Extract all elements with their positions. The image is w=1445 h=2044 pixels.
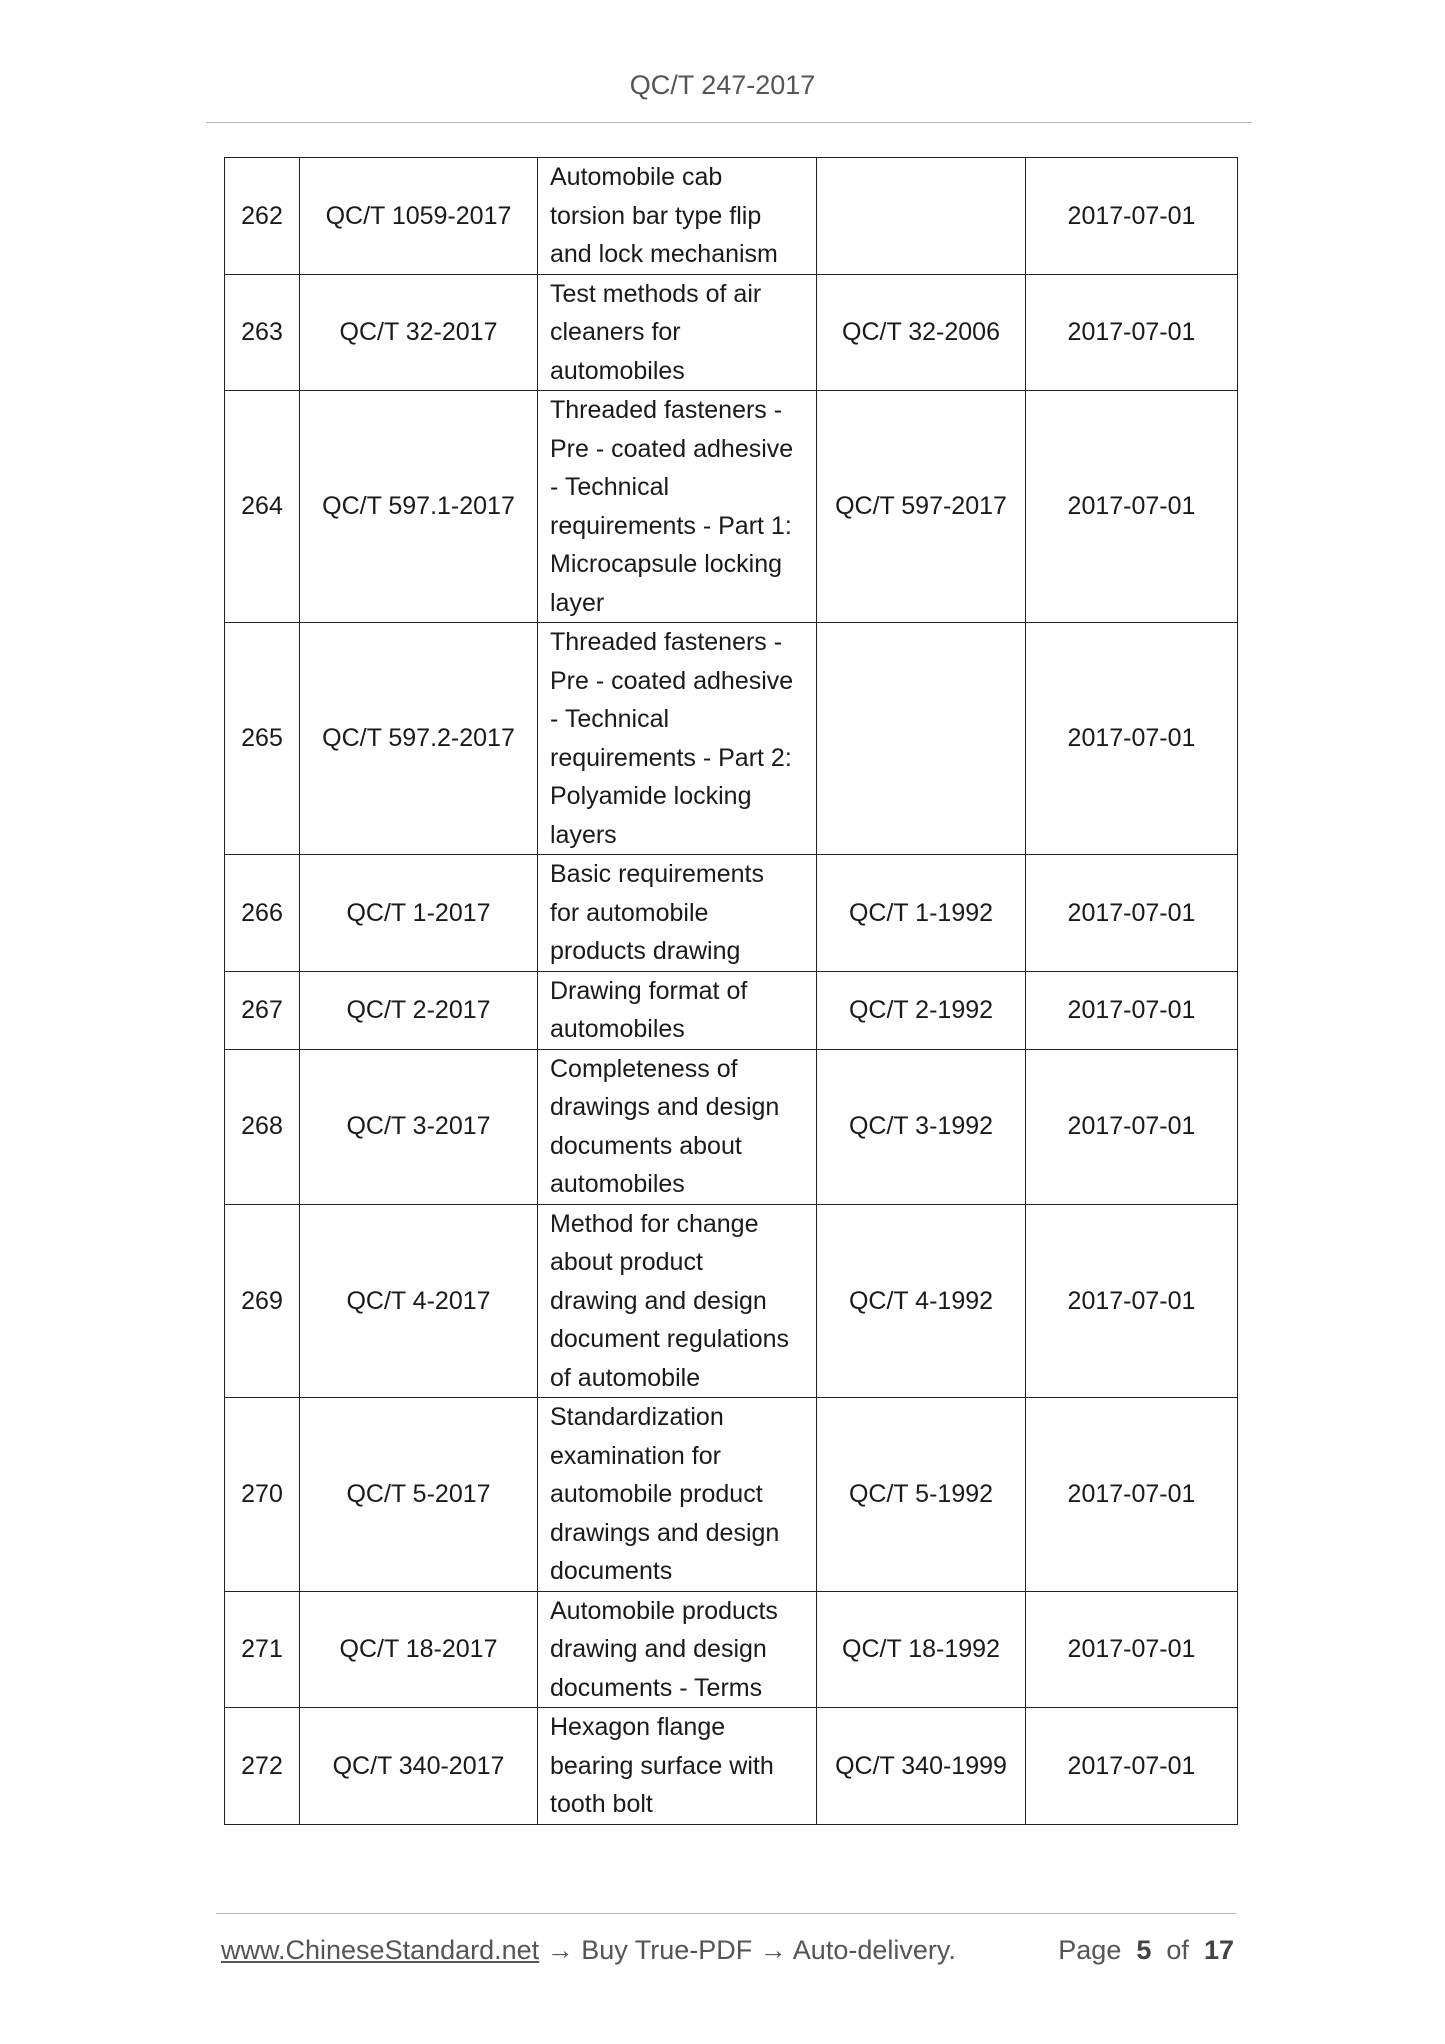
replaced-standard [817, 158, 1026, 275]
standard-name-line: and lock mechanism [550, 240, 778, 268]
standard-name-line: for automobile [550, 898, 709, 927]
table-row [225, 623, 1238, 855]
standard-number: QC/T 340-2017 [300, 1708, 538, 1825]
standard-name-line: - Technical [550, 473, 670, 501]
buy-text: Buy True-PDF [581, 1935, 753, 1965]
standard-name-line: about product [550, 1248, 703, 1276]
footer-promo [221, 1932, 956, 1968]
replaced-standard [817, 623, 1026, 855]
standard-name [538, 158, 817, 275]
standard-name-line: Standardization [550, 1403, 724, 1431]
standard-name-line: document regulations [550, 1325, 790, 1353]
implementation-date: 2017-07-01 [1026, 855, 1238, 972]
replaced-standard: QC/T 2-1992 [817, 971, 1026, 1049]
standard-name-line: automobile product [550, 1480, 763, 1508]
page-label: Page [1058, 1935, 1122, 1965]
implementation-date: 2017-07-01 [1026, 1591, 1238, 1708]
replaced-standard: QC/T 32-2006 [817, 274, 1026, 391]
table-row [225, 971, 1238, 1049]
replaced-standard: QC/T 1-1992 [817, 855, 1026, 972]
standard-number: QC/T 32-2017 [300, 274, 538, 391]
standard-name [538, 971, 817, 1049]
standard-name [538, 274, 817, 391]
row-number: 270 [225, 1398, 300, 1592]
standard-name [538, 1398, 817, 1592]
standard-name-line: Threaded fasteners - [550, 396, 783, 424]
standard-number: QC/T 1-2017 [300, 855, 538, 972]
implementation-date: 2017-07-01 [1026, 1708, 1238, 1825]
standard-name [538, 391, 817, 623]
implementation-date: 2017-07-01 [1026, 1398, 1238, 1592]
standard-name-line: drawings and design [550, 1093, 780, 1121]
table-row [225, 1591, 1238, 1708]
standard-name-line: of automobile [550, 1363, 701, 1392]
table-row [225, 1708, 1238, 1825]
standard-name-line: products drawing [550, 937, 741, 965]
row-number: 267 [225, 971, 300, 1049]
table-row [225, 855, 1238, 972]
standard-name-line: Automobile cab [550, 163, 723, 191]
standard-number: QC/T 4-2017 [300, 1204, 538, 1398]
standard-name-line: automobiles [550, 1015, 685, 1043]
row-number: 271 [225, 1591, 300, 1708]
standard-name-line: Test methods of air [550, 279, 762, 308]
implementation-date: 2017-07-01 [1026, 274, 1238, 391]
standard-name-line: requirements - Part 2: [550, 743, 792, 772]
table-row [225, 1049, 1238, 1204]
standards-table-body [225, 158, 1238, 1825]
standard-name-line: Basic requirements [550, 860, 764, 888]
table-row [225, 1398, 1238, 1592]
standard-name [538, 623, 817, 855]
page-indicator [1058, 1932, 1234, 1968]
standard-name-line: automobiles [550, 356, 685, 385]
standard-name-line: torsion bar type flip [550, 201, 762, 230]
table-row [225, 274, 1238, 391]
replaced-standard: QC/T 4-1992 [817, 1204, 1026, 1398]
standard-number: QC/T 18-2017 [300, 1591, 538, 1708]
standard-name-line: drawings and design [550, 1518, 780, 1547]
header-divider [206, 122, 1252, 123]
standard-name-line: layer [550, 588, 605, 617]
standard-number: QC/T 2-2017 [300, 971, 538, 1049]
standard-number: QC/T 597.2-2017 [300, 623, 538, 855]
row-number: 269 [225, 1204, 300, 1398]
standard-name-line: Completeness of [550, 1054, 738, 1083]
standard-name-line: layers [550, 820, 617, 849]
standard-name [538, 1708, 817, 1825]
page-total: 17 [1203, 1935, 1234, 1965]
standard-name-line: - Technical [550, 705, 670, 733]
page-of-label: of [1166, 1935, 1189, 1965]
standard-name-line: Method for change [550, 1209, 759, 1238]
page-footer [221, 1932, 1234, 1968]
standard-name-line: bearing surface with [550, 1751, 774, 1780]
row-number: 268 [225, 1049, 300, 1204]
row-number: 266 [225, 855, 300, 972]
row-number: 264 [225, 391, 300, 623]
standard-name-line: Microcapsule locking [550, 550, 783, 578]
standard-name-line: drawing and design [550, 1635, 767, 1663]
replaced-standard: QC/T 18-1992 [817, 1591, 1026, 1708]
standard-name [538, 1204, 817, 1398]
replaced-standard: QC/T 340-1999 [817, 1708, 1026, 1825]
implementation-date: 2017-07-01 [1026, 623, 1238, 855]
standard-name-line: Pre - coated adhesive [550, 434, 794, 463]
arrow-right-icon: → [546, 1935, 574, 1965]
delivery-text: Auto-delivery. [792, 1935, 956, 1965]
replaced-standard: QC/T 3-1992 [817, 1049, 1026, 1204]
standard-name-line: Drawing format of [550, 976, 748, 1005]
standard-name-line: documents [550, 1557, 673, 1585]
standard-name-line: Pre - coated adhesive [550, 666, 794, 695]
replaced-standard: QC/T 5-1992 [817, 1398, 1026, 1592]
standard-name-line: requirements - Part 1: [550, 511, 792, 540]
implementation-date: 2017-07-01 [1026, 158, 1238, 275]
arrow-right-icon: → [759, 1935, 787, 1965]
standard-number: QC/T 1059-2017 [300, 158, 538, 275]
row-number: 262 [225, 158, 300, 275]
standard-name-line: examination for [550, 1441, 721, 1470]
implementation-date: 2017-07-01 [1026, 1049, 1238, 1204]
standard-name [538, 855, 817, 972]
page-header-title: QC/T 247-2017 [629, 70, 816, 100]
table-row [225, 158, 1238, 275]
standard-number: QC/T 597.1-2017 [300, 391, 538, 623]
standard-name [538, 1591, 817, 1708]
row-number: 272 [225, 1708, 300, 1825]
standard-name-line: documents - Terms [550, 1673, 763, 1702]
footer-divider [216, 1913, 1236, 1914]
table-row [225, 391, 1238, 623]
standard-name-line: documents about [550, 1131, 742, 1160]
row-number: 265 [225, 623, 300, 855]
table-row [225, 1204, 1238, 1398]
standard-name-line: tooth bolt [550, 1790, 653, 1818]
implementation-date: 2017-07-01 [1026, 391, 1238, 623]
website-link[interactable]: www.ChineseStandard.net [221, 1935, 540, 1965]
implementation-date: 2017-07-01 [1026, 1204, 1238, 1398]
standard-name-line: drawing and design [550, 1286, 767, 1315]
standards-table [224, 157, 1238, 1825]
implementation-date: 2017-07-01 [1026, 971, 1238, 1049]
row-number: 263 [225, 274, 300, 391]
standard-name-line: Threaded fasteners - [550, 628, 783, 656]
standard-name [538, 1049, 817, 1204]
standard-name-line: cleaners for [550, 318, 681, 346]
standard-name-line: automobiles [550, 1170, 685, 1198]
standard-number: QC/T 3-2017 [300, 1049, 538, 1204]
standard-name-line: Hexagon flange [550, 1713, 726, 1741]
standard-name-line: Polyamide locking [550, 782, 752, 810]
page-current: 5 [1136, 1935, 1152, 1965]
replaced-standard: QC/T 597-2017 [817, 391, 1026, 623]
standard-name-line: Automobile products [550, 1596, 778, 1625]
standard-number: QC/T 5-2017 [300, 1398, 538, 1592]
